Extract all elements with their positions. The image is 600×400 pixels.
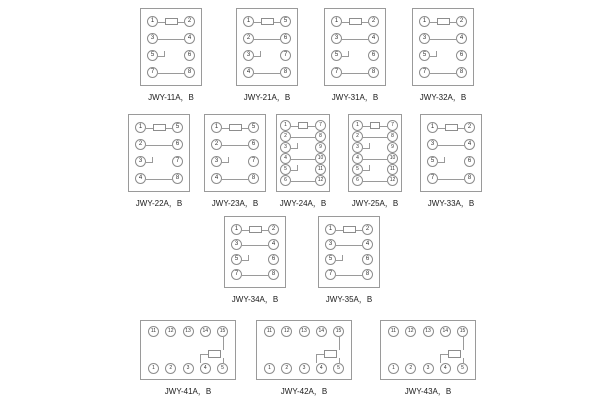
- pin-terminal: 1: [264, 363, 275, 374]
- pin-terminal: 15: [457, 326, 468, 337]
- pin-terminal: 12: [281, 326, 292, 337]
- relay-caption: JWY-22A，B: [135, 199, 183, 208]
- pin-terminal: 4: [211, 173, 222, 184]
- pin-terminal: 5: [325, 254, 336, 265]
- wire-segment: [369, 143, 370, 149]
- pin-terminal: 3: [211, 156, 222, 167]
- pin-terminal: 2: [211, 139, 222, 150]
- wire-segment: [223, 337, 224, 350]
- pin-terminal: 4: [440, 363, 451, 374]
- coil-symbol: [448, 350, 461, 358]
- wire-segment: [356, 230, 363, 231]
- pin-terminal: 7: [248, 156, 259, 167]
- pin-terminal: 8: [368, 67, 379, 78]
- coil-symbol: [298, 122, 308, 129]
- wire-segment: [342, 73, 368, 74]
- wire-segment: [444, 157, 445, 163]
- wire-segment: [339, 358, 340, 363]
- relay-unit: [204, 114, 266, 210]
- pin-terminal: 8: [280, 67, 291, 78]
- relay-caption: JWY-25A，B: [351, 199, 399, 208]
- pin-terminal: 6: [280, 175, 291, 186]
- wire-segment: [450, 22, 457, 23]
- wire-segment: [146, 128, 153, 129]
- wire-segment: [363, 126, 370, 127]
- wire-segment: [342, 39, 355, 40]
- relay-caption: JWY-11A，B: [148, 93, 194, 102]
- pin-terminal: 4: [362, 239, 373, 250]
- relay-unit: [140, 8, 202, 104]
- pin-terminal: 11: [315, 164, 326, 175]
- wire-segment: [242, 245, 255, 246]
- pin-terminal: 7: [387, 120, 398, 131]
- pin-terminal: 5: [147, 50, 158, 61]
- wire-segment: [451, 145, 464, 146]
- wire-segment: [430, 73, 456, 74]
- wire-segment: [291, 137, 303, 138]
- wire-segment: [336, 275, 362, 276]
- coil-symbol: [437, 18, 450, 25]
- pin-terminal: 5: [352, 164, 363, 175]
- pin-terminal: 7: [147, 67, 158, 78]
- wire-segment: [362, 22, 369, 23]
- wire-segment: [291, 126, 298, 127]
- pin-terminal: 3: [419, 33, 430, 44]
- coil-symbol: [370, 122, 380, 129]
- pin-terminal: 9: [315, 142, 326, 153]
- pin-terminal: 1: [352, 120, 363, 131]
- relay-unit: [324, 8, 386, 104]
- pin-terminal: 15: [217, 326, 228, 337]
- wire-segment: [291, 159, 303, 160]
- pin-terminal: 7: [172, 156, 183, 167]
- pin-terminal: 1: [388, 363, 399, 374]
- coil-symbol: [249, 226, 262, 233]
- relay-unit: [224, 216, 286, 306]
- pin-terminal: 4: [184, 33, 195, 44]
- wire-segment: [159, 145, 172, 146]
- relay-caption: JWY-43A，B: [404, 387, 452, 396]
- pin-terminal: 2: [135, 139, 146, 150]
- wire-segment: [336, 230, 343, 231]
- wire-segment: [158, 39, 171, 40]
- relay-unit: [140, 320, 236, 398]
- pin-terminal: 6: [280, 33, 291, 44]
- pin-terminal: 4: [243, 67, 254, 78]
- pin-terminal: 4: [135, 173, 146, 184]
- wire-segment: [254, 73, 280, 74]
- relay-caption: JWY-41A，B: [164, 387, 212, 396]
- pin-terminal: 2: [281, 363, 292, 374]
- wire-segment: [458, 128, 465, 129]
- pin-terminal: 14: [200, 326, 211, 337]
- wire-segment: [463, 358, 464, 363]
- pin-terminal: 12: [387, 175, 398, 186]
- wire-segment: [260, 51, 261, 57]
- pin-terminal: 8: [268, 269, 279, 280]
- pin-terminal: 2: [352, 131, 363, 142]
- wire-segment: [349, 245, 362, 246]
- pin-terminal: 13: [423, 326, 434, 337]
- wire-segment: [430, 39, 443, 40]
- pin-terminal: 3: [135, 156, 146, 167]
- wire-segment: [254, 39, 267, 40]
- pin-terminal: 1: [280, 120, 291, 131]
- pin-terminal: 7: [315, 120, 326, 131]
- wire-segment: [200, 354, 201, 363]
- wire-segment: [242, 275, 268, 276]
- pin-terminal: 14: [440, 326, 451, 337]
- pin-terminal: 6: [368, 50, 379, 61]
- wire-segment: [267, 39, 280, 40]
- wire-segment: [438, 179, 464, 180]
- pin-terminal: 5: [231, 254, 242, 265]
- pin-terminal: 7: [325, 269, 336, 280]
- wire-segment: [440, 354, 441, 363]
- wire-segment: [336, 245, 349, 246]
- pin-terminal: 2: [184, 16, 195, 27]
- wire-segment: [158, 22, 165, 23]
- relay-unit: [276, 114, 330, 210]
- pin-terminal: 2: [456, 16, 467, 27]
- pin-terminal: 2: [268, 224, 279, 235]
- pin-terminal: 12: [405, 326, 416, 337]
- pin-terminal: 1: [325, 224, 336, 235]
- wire-segment: [342, 22, 349, 23]
- pin-terminal: 1: [211, 122, 222, 133]
- pin-terminal: 8: [315, 131, 326, 142]
- wire-segment: [223, 358, 224, 363]
- pin-terminal: 1: [147, 16, 158, 27]
- wire-segment: [152, 157, 153, 163]
- wire-segment: [303, 159, 315, 160]
- pin-terminal: 4: [352, 153, 363, 164]
- pin-terminal: 3: [243, 50, 254, 61]
- wire-segment: [200, 354, 208, 355]
- relay-caption: JWY-24A，B: [279, 199, 327, 208]
- relay-caption: JWY-33A，B: [427, 199, 475, 208]
- coil-symbol: [349, 18, 362, 25]
- relay-unit: [348, 114, 402, 210]
- pin-terminal: 15: [333, 326, 344, 337]
- pin-terminal: 3: [423, 363, 434, 374]
- wire-segment: [463, 337, 464, 350]
- pin-terminal: 2: [362, 224, 373, 235]
- wire-segment: [146, 145, 159, 146]
- pin-terminal: 8: [362, 269, 373, 280]
- wire-segment: [222, 128, 229, 129]
- pin-terminal: 9: [387, 142, 398, 153]
- relay-unit: [420, 114, 482, 210]
- wire-segment: [380, 126, 387, 127]
- pin-terminal: 12: [165, 326, 176, 337]
- pin-terminal: 3: [427, 139, 438, 150]
- pin-terminal: 4: [456, 33, 467, 44]
- coil-symbol: [445, 124, 458, 131]
- pin-terminal: 4: [280, 153, 291, 164]
- pin-terminal: 1: [419, 16, 430, 27]
- wire-segment: [363, 137, 375, 138]
- pin-terminal: 6: [362, 254, 373, 265]
- wire-segment: [235, 145, 248, 146]
- pin-terminal: 8: [456, 67, 467, 78]
- pin-terminal: 10: [387, 153, 398, 164]
- wire-segment: [363, 181, 387, 182]
- wire-segment: [178, 22, 185, 23]
- pin-terminal: 14: [316, 326, 327, 337]
- wire-segment: [438, 145, 451, 146]
- pin-terminal: 1: [427, 122, 438, 133]
- wire-segment: [297, 143, 298, 149]
- wire-segment: [222, 145, 235, 146]
- pin-terminal: 5: [419, 50, 430, 61]
- pin-terminal: 2: [243, 33, 254, 44]
- wire-segment: [375, 159, 387, 160]
- wire-segment: [166, 128, 173, 129]
- pin-terminal: 3: [183, 363, 194, 374]
- wire-segment: [254, 22, 261, 23]
- pin-terminal: 5: [172, 122, 183, 133]
- wire-segment: [443, 39, 456, 40]
- wire-segment: [436, 51, 437, 57]
- pin-terminal: 4: [316, 363, 327, 374]
- wire-segment: [342, 255, 343, 261]
- pin-terminal: 3: [299, 363, 310, 374]
- wire-segment: [369, 165, 370, 171]
- pin-terminal: 3: [280, 142, 291, 153]
- wire-segment: [242, 128, 249, 129]
- pin-terminal: 1: [148, 363, 159, 374]
- relay-caption: JWY-21A，B: [243, 93, 291, 102]
- pin-terminal: 8: [184, 67, 195, 78]
- pin-terminal: 8: [248, 173, 259, 184]
- wire-segment: [146, 179, 172, 180]
- relay-caption: JWY-23A，B: [211, 199, 259, 208]
- wire-segment: [291, 181, 315, 182]
- pin-terminal: 4: [268, 239, 279, 250]
- relay-caption: JWY-42A，B: [280, 387, 328, 396]
- pin-terminal: 8: [172, 173, 183, 184]
- pin-terminal: 5: [217, 363, 228, 374]
- pin-terminal: 7: [419, 67, 430, 78]
- pin-terminal: 12: [315, 175, 326, 186]
- wire-segment: [297, 165, 298, 171]
- pin-terminal: 2: [464, 122, 475, 133]
- wire-segment: [430, 22, 437, 23]
- coil-symbol: [153, 124, 166, 131]
- relay-caption: JWY-31A，B: [331, 93, 379, 102]
- pin-terminal: 5: [280, 16, 291, 27]
- wire-segment: [339, 337, 340, 350]
- wire-segment: [355, 39, 368, 40]
- wire-segment: [158, 73, 184, 74]
- pin-terminal: 2: [280, 131, 291, 142]
- wire-segment: [363, 159, 375, 160]
- pin-terminal: 11: [388, 326, 399, 337]
- pin-terminal: 6: [248, 139, 259, 150]
- wire-segment: [438, 128, 445, 129]
- pin-terminal: 11: [264, 326, 275, 337]
- pin-terminal: 5: [331, 50, 342, 61]
- wire-segment: [262, 230, 269, 231]
- relay-caption: JWY-32A，B: [419, 93, 467, 102]
- pin-terminal: 6: [268, 254, 279, 265]
- pin-terminal: 11: [148, 326, 159, 337]
- pin-terminal: 3: [147, 33, 158, 44]
- pin-terminal: 2: [405, 363, 416, 374]
- wire-segment: [171, 39, 184, 40]
- relay-unit: [128, 114, 190, 210]
- pin-terminal: 6: [352, 175, 363, 186]
- pin-terminal: 6: [456, 50, 467, 61]
- wire-segment: [303, 137, 315, 138]
- pin-terminal: 6: [184, 50, 195, 61]
- pin-terminal: 7: [280, 50, 291, 61]
- relay-caption: JWY-35A，B: [325, 295, 373, 304]
- relay-unit: [256, 320, 352, 398]
- relay-unit: [412, 8, 474, 104]
- pin-terminal: 1: [135, 122, 146, 133]
- pin-terminal: 4: [368, 33, 379, 44]
- pin-terminal: 2: [368, 16, 379, 27]
- pin-terminal: 7: [231, 269, 242, 280]
- pin-terminal: 5: [280, 164, 291, 175]
- pin-terminal: 13: [299, 326, 310, 337]
- pin-terminal: 4: [200, 363, 211, 374]
- relay-unit: [318, 216, 380, 306]
- pin-terminal: 11: [387, 164, 398, 175]
- wire-segment: [222, 179, 248, 180]
- pin-terminal: 1: [331, 16, 342, 27]
- relay-unit: [380, 320, 476, 398]
- pin-terminal: 8: [464, 173, 475, 184]
- wire-segment: [348, 51, 349, 57]
- pin-terminal: 3: [325, 239, 336, 250]
- wire-segment: [308, 126, 315, 127]
- pin-terminal: 7: [331, 67, 342, 78]
- wire-segment: [164, 51, 165, 57]
- wire-segment: [316, 354, 324, 355]
- wire-segment: [274, 22, 281, 23]
- pin-terminal: 3: [231, 239, 242, 250]
- pin-terminal: 7: [427, 173, 438, 184]
- relay-unit: [236, 8, 298, 104]
- coil-symbol: [165, 18, 178, 25]
- wire-segment: [316, 354, 317, 363]
- pin-terminal: 1: [231, 224, 242, 235]
- pin-terminal: 5: [333, 363, 344, 374]
- coil-symbol: [324, 350, 337, 358]
- wire-segment: [242, 230, 249, 231]
- wire-segment: [248, 255, 249, 261]
- wire-segment: [375, 137, 387, 138]
- pin-terminal: 3: [352, 142, 363, 153]
- pin-terminal: 6: [172, 139, 183, 150]
- pin-terminal: 1: [243, 16, 254, 27]
- pin-terminal: 5: [457, 363, 468, 374]
- pin-terminal: 8: [387, 131, 398, 142]
- wire-segment: [255, 245, 268, 246]
- relay-caption: JWY-34A，B: [231, 295, 279, 304]
- pin-terminal: 6: [464, 156, 475, 167]
- pin-terminal: 5: [248, 122, 259, 133]
- pin-terminal: 2: [165, 363, 176, 374]
- coil-symbol: [343, 226, 356, 233]
- coil-symbol: [229, 124, 242, 131]
- pin-terminal: 4: [464, 139, 475, 150]
- wire-segment: [228, 157, 229, 163]
- coil-symbol: [208, 350, 221, 358]
- pin-terminal: 10: [315, 153, 326, 164]
- coil-symbol: [261, 18, 274, 25]
- pin-terminal: 5: [427, 156, 438, 167]
- pin-terminal: 3: [331, 33, 342, 44]
- wire-segment: [440, 354, 448, 355]
- pin-terminal: 13: [183, 326, 194, 337]
